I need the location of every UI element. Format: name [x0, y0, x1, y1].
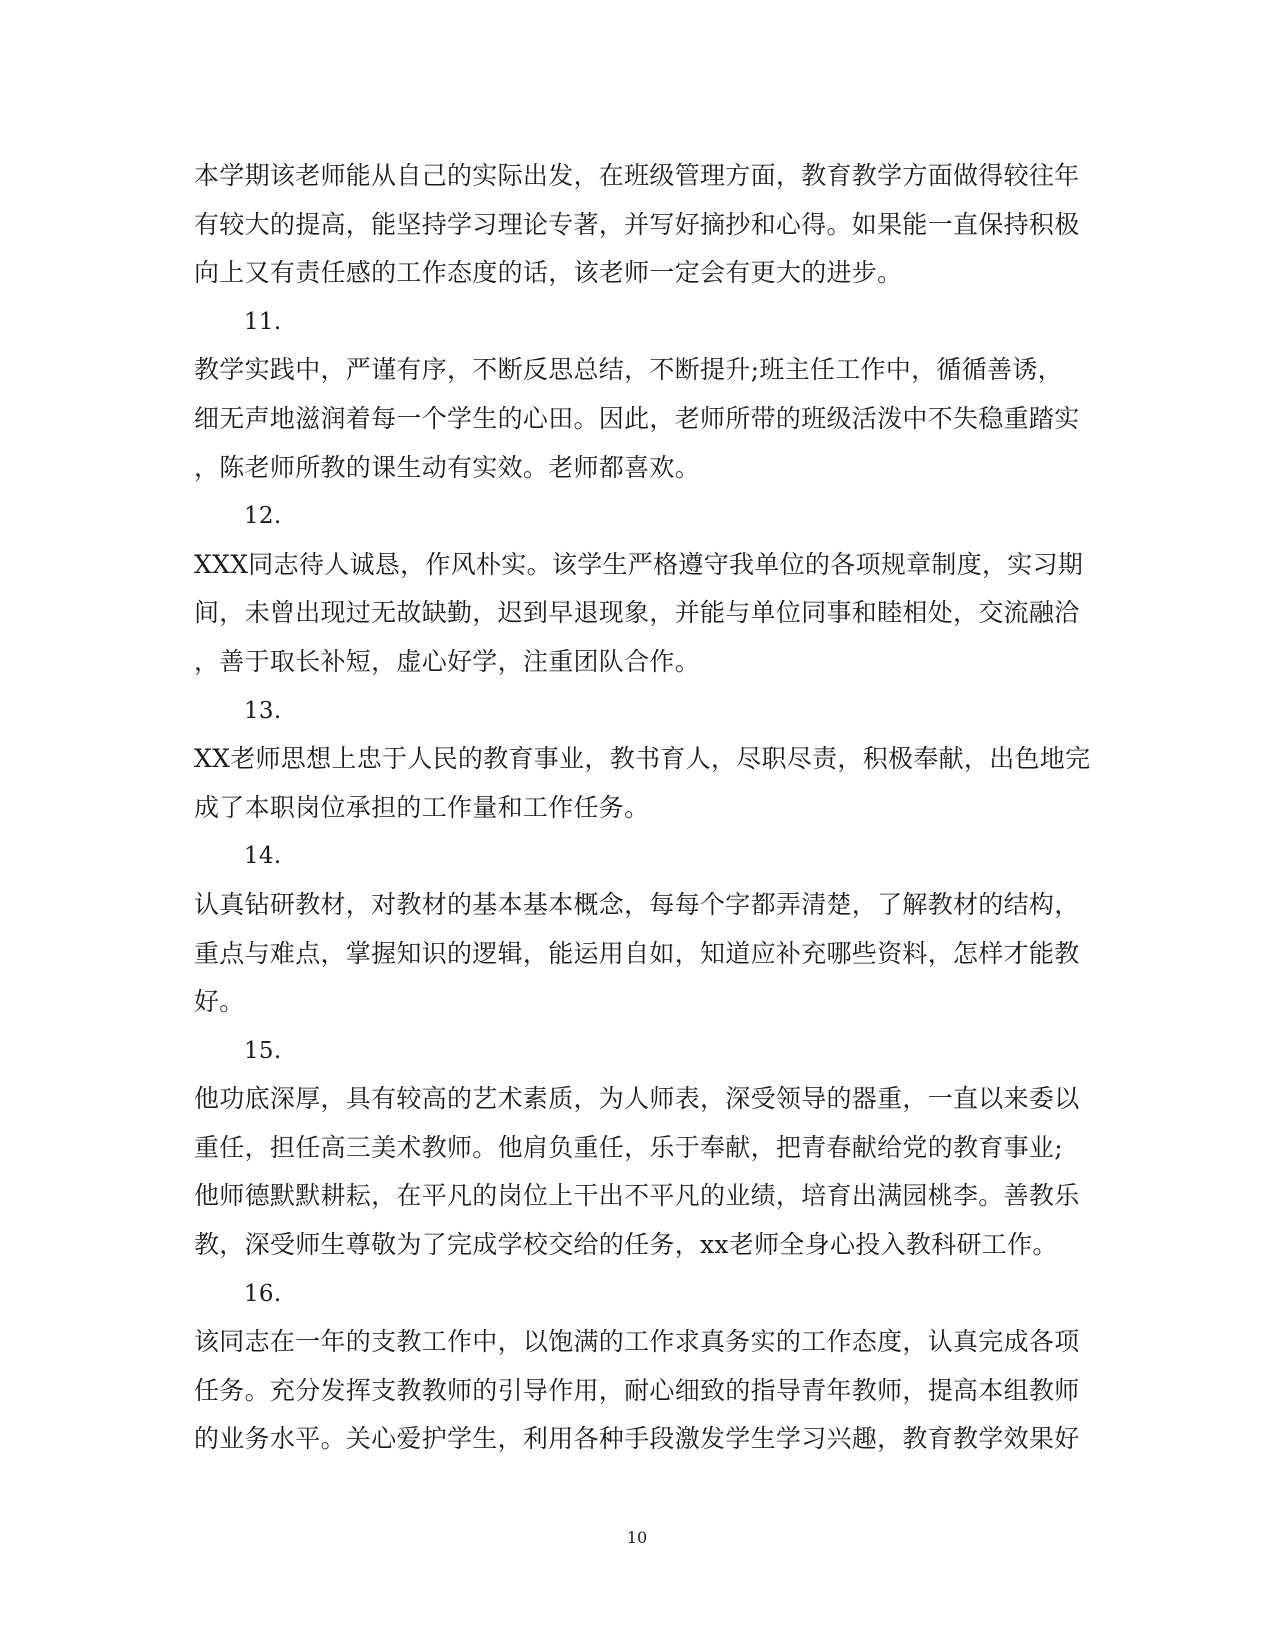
body-line: 重点与难点，掌握知识的逻辑，能运用自如，知道应补充哪些资料，怎样才能教	[194, 938, 1080, 968]
body-line: 他师德默默耕耘，在平凡的岗位上干出不平凡的业绩，培育出满园桃李。善教乐	[194, 1181, 1080, 1211]
body-line: 认真钻研教材，对教材的基本基本概念，每每个字都弄清楚，了解教材的结构，	[194, 889, 1080, 919]
item-number: 14.	[244, 843, 282, 870]
page-number: 10	[626, 1528, 648, 1547]
body-line: 重任，担任高三美术教师。他肩负重任，乐于奉献，把青春献给党的教育事业;	[194, 1132, 1063, 1162]
body-line: 该同志在一年的支教工作中，以饱满的工作求真务实的工作态度，认真完成各项	[194, 1327, 1080, 1357]
body-line: XXX同志待人诚恳，作风朴实。该学生严格遵守我单位的各项规章制度，实习期	[194, 549, 1084, 579]
body-line: ，善于取长补短，虚心好学，注重团队合作。	[194, 646, 701, 676]
item-number: 15.	[244, 1037, 282, 1064]
item-number: 11.	[244, 308, 282, 335]
body-line: 本学期该老师能从自己的实际出发，在班级管理方面，教育教学方面做得较往年	[194, 161, 1080, 190]
body-line: 任务。充分发挥支教教师的引导作用，耐心细致的指导青年教师，提高本组教师	[194, 1375, 1080, 1405]
body-line: 教学实践中，严谨有序，不断反思总结，不断提升;班主任工作中，循循善诱，	[194, 355, 1063, 385]
body-line: 细无声地滋润着每一个学生的心田。因此，老师所带的班级活泼中不失稳重踏实	[194, 403, 1080, 433]
body-line: 教，深受师生尊敬为了完成学校交给的任务，xx老师全身心投入教科研工作。	[194, 1230, 1058, 1260]
body-line: 向上又有责任感的工作态度的话，该老师一定会有更大的进步。	[194, 258, 903, 288]
body-line: 的业务水平。关心爱护学生，利用各种手段激发学生学习兴趣，教育教学效果好	[194, 1424, 1080, 1454]
item-number: 13.	[244, 697, 282, 724]
body-line: 间，未曾出现过无故缺勤，迟到早退现象，并能与单位同事和睦相处，交流融洽	[194, 598, 1080, 628]
body-line: 有较大的提高，能坚持学习理论专著，并写好摘抄和心得。如果能一直保持积极	[194, 209, 1080, 239]
document-body	[194, 152, 1091, 1464]
body-line: 成了本职岗位承担的工作量和工作任务。	[194, 792, 650, 822]
item-number: 16.	[244, 1280, 282, 1307]
body-line: 好。	[194, 987, 245, 1017]
body-line: 他功底深厚，具有较高的艺术素质，为人师表，深受领导的器重，一直以来委以	[194, 1084, 1080, 1114]
item-number: 12.	[244, 503, 282, 530]
body-line: XX老师思想上忠于人民的教育事业，教书育人，尽职尽责，积极奉献，出色地完	[194, 744, 1091, 774]
body-line: ，陈老师所教的课生动有实效。老师都喜欢。	[194, 452, 701, 482]
